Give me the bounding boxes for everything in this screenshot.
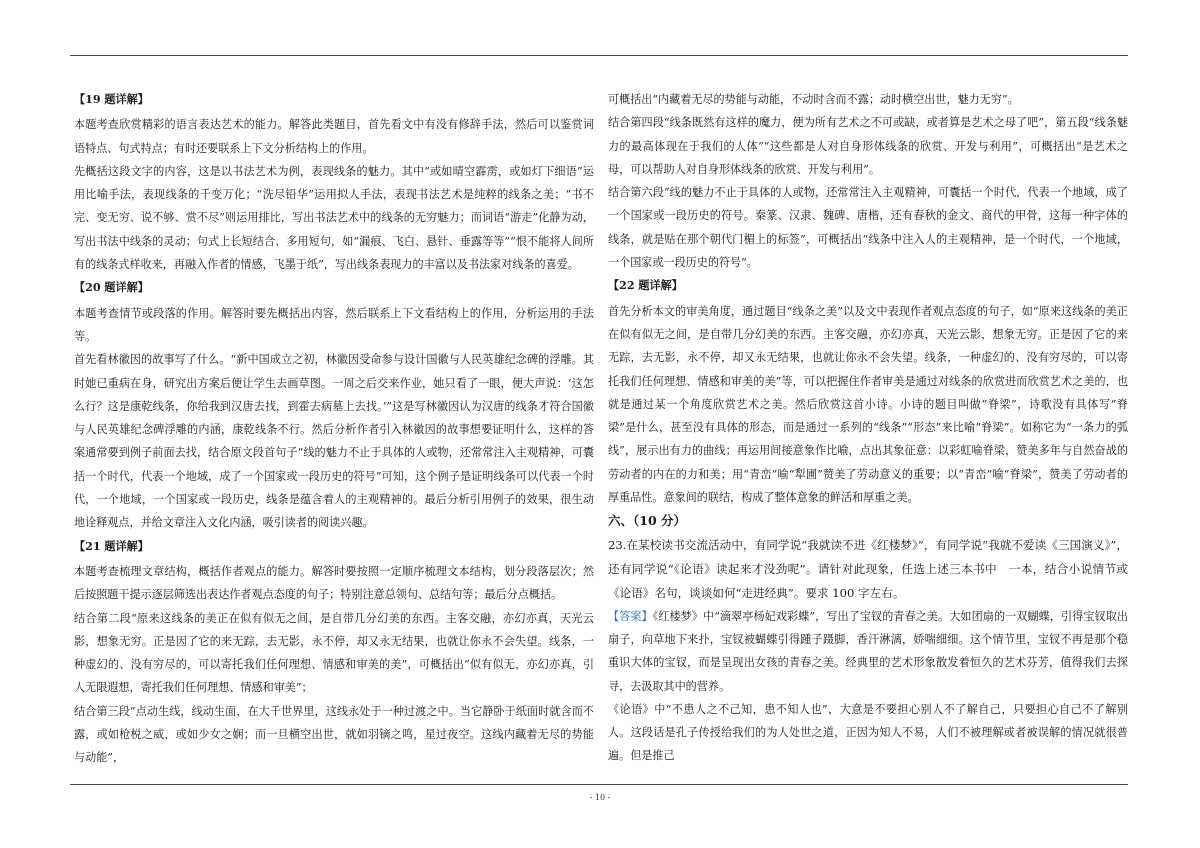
question-text: 23.在某校读书交流活动中，有同学说“我就读不进《红楼梦》”，有同学说“我就不爱读《三国演义》”，还有同学说“《论语》读起来才没劲呢”。请针对此现象，任选上述三本书中 一本，结合小说情节或《论语》名句，谈谈如何“走进经典”。要求 100 字左右。 [608,537,1128,600]
body-paragraph: 结合第六段“线的魅力不止于具体的人或物，还常常注入主观精神，可囊括一个时代，代表一个地域，成了一个国家或一段历史的符号。秦篆、汉隶、魏碑、唐楷，还有春秋的金文、商代的甲骨，这每一种字体的线条，就是贴在那个朝代门楣上的标签”，可概括出“线条中注入人的主观精神，是一个时代，一个地域，一个国家或一段历史的符号”。 [608,186,1128,270]
body-paragraph: 可概括出“内藏着无尽的势能与动能，不动时含而不露；动时横空出世，魅力无穷”。 [608,93,1019,106]
body-paragraph: 本题考查情节或段落的作用。解答时要先概括出内容，然后联系上下文看结构上的作用，分析运用的手法等。 [74,306,594,343]
page-number: - 10 - [589,793,611,802]
right-column [608,88,1128,768]
body-paragraph: 结合第二段“原来这线条的美正在似有似无之间，是自带几分幻美的东西。主客交融，亦幻亦真，天光云影，想象无穷。正是因了它的来无踪，去无影，永不停，却又永无结果，也就让你永不会失望。线条，一种虚幻的、没有穷尽的，可以寄托我们任何理想、情感和审美的美”，可概括出“似有似无，亦幻亦真，引人无限遐想，寄托我们任何理想、情感和审美”； [74,611,594,695]
answer-tag: 【答案】 [608,609,653,623]
answer-paragraph [608,605,1128,698]
section-heading: 六、（10 分） [608,513,686,529]
answer-text: 《红楼梦》中“滴翠亭杨妃戏彩蝶”，写出了宝钗的青春之美。大如团扇的一双蝴蝶，引得宝钗取出扇子，向草地下来扑，宝钗被蝴蝶引得踵子蹑脚，香汗淋漓，娇喘细细。这个情节里，宝钗不再是那个稳重识大体的宝钗，而是呈现出女孩的青春之美。经典里的艺术形象散发着恒久的艺术芬芳，值得我们去探寻，去汲取其中的营养。 [608,609,1128,693]
body-paragraph: 结合第三段“点动生线，线动生面，在大千世界里，这线永处于一种过渡之中。当它静卧于纸面时就含而不露，或如枪棁之威，或如少女之娴；而一旦横空出世，就如羽镝之鸣，星过夜空。这线内藏着无尽的势能与动能”， [74,704,594,765]
left-column [74,88,594,770]
body-paragraph: 先概括这段文字的内容，这是以书法艺术为例，表现线条的魅力。其中“或如晴空霹雳，或如灯下细语”运用比喻手法，表现线条的千变万化；“洗尽铅华”运用拟人手法，表现书法艺术是纯粹的线条之美；“书不完、变无穷、说不够、赏不尽”则运用排比，写出书法艺术中的线条的无穷魅力；而词语“游走”化静为动，写出书法中线条的灵动；句式上长短结合、多用短句，如“漏痕、飞白、悬针、垂露等等”“恨不能将人间所有的线条式样收来，再融入作者的情感，飞墨于纸”，写出线条表现力的丰富以及书法家对线条的喜爱。 [74,164,594,272]
body-paragraph: 本题考查梳理文章结构，概括作者观点的能力。解答时要按照一定顺序梳理文本结构，划分段落层次；然后按照题干提示逐层筛选出表达作者观点态度的句子；特别注意总领句、总结句等；最后分点概括。 [74,564,594,602]
body-paragraph: 本题考查欣赏精彩的语言表达艺术的能力。解答此类题目，首先看文中有没有修辞手法，然后可以鉴赏词语特点、句式特点；有时还要联系上下文分析结构上的作用。 [74,118,594,155]
body-paragraph: 首先分析本文的审美角度，通过题目“线条之美”以及文中表现作者观点态度的句子，如“原来这线条的美正在似有似无之间，是自带几分幻美的东西。主客交融，亦幻亦真，天光云影，想象无穷。正是因了它的来无踪，去无影，永不停，却又永无结果，也就让你永不会失望。线条，一种虚幻的、没有穷尽的，可以寄托我们任何理想、情感和审美的美”等，可以把握住作者审美是通过对线条的欣赏进而欣赏艺术之美的，也就是通过某一个角度欣赏艺术之美。然后欣赏这首小诗。小诗的题目叫做“脊梁”，诗歌没有具体写“脊梁”是什么，甚至没有具体的形态，而是通过一系列的“线条”“形态”来比喻“脊梁”。如称它为“一条力的弧线”，展示出有力的曲线；再运用间接意象作比喻，点出其象征意：以彩虹喻脊梁，赞美多年与自然奋战的劳动者的内在的力和美；用“青峦”喻“犁圃”赞美了劳动意义的重要；以“青峦”喻“脊梁”，赞美了劳动者的厚重品性。意象间的联结，构成了整体意象的鲜活和厚重之美。 [608,304,1128,505]
question-detail-heading: 【22 题详解】 [608,279,683,293]
body-paragraph: 首先看林徽因的故事写了什么。“新中国成立之初，林徽因受命参与设计国徽与人民英雄纪念碑的浮雕。其时她已重病在身，研究出方案后便让学生去画草图。一周之后交来作业，她只看了一眼，便大声说：‘这怎么行？这是康乾线条，你给我到汉唐去找，到霍去病墓上去找。’”这是写林徽因认为汉唐的线条才符合国徽与人民英雄纪念碑浮雕的内涵，康乾线条不行。然后分析作者引入林徽因的故事想要证明什么，这样的答案通常要到例子前面去找，结合原文段首句子“线的魅力不止于具体的人或物，还常常注入主观精神，可囊括一个时代，代表一个地域，成了一个国家或一段历史的符号”可知，这个例子是证明线条可以代表一个时代，一个地域，一个国家或一段历史，线条是蕴含着人的主观精神的。最后分析引用例子的效果，很生动地诠释观点，并给文章注入文化内涵，吸引读者的阅读兴趣。 [74,353,594,530]
question-detail-heading: 【19 题详解】 [74,93,149,106]
question-detail-heading: 【20 题详解】 [74,281,149,295]
body-paragraph: 《论语》中“不患人之不己知，患不知人也”，大意是不要担心别人不了解自己，只要担心自己不了解别人。这段话是孔子传授给我们的为人处世之道，正因为知人不易，人们不被理解或者被误解的情况就很普遍。但是推己 [608,702,1128,763]
question-detail-heading: 【21 题详解】 [74,539,149,553]
header-rule [70,55,1128,56]
footer-rule [70,784,1128,785]
body-paragraph: 结合第四段“线条既然有这样的魔力，便为所有艺术之不可或缺，或者算是艺术之母了吧”，第五段“线条魅力的最高体现在于我们的人体”“这些都是人对自身形体线条的欣赏、开发与利用”，可概括出“是艺术之母，可以帮助人对自身形体线条的欣赏、开发与利用”。 [608,116,1128,176]
